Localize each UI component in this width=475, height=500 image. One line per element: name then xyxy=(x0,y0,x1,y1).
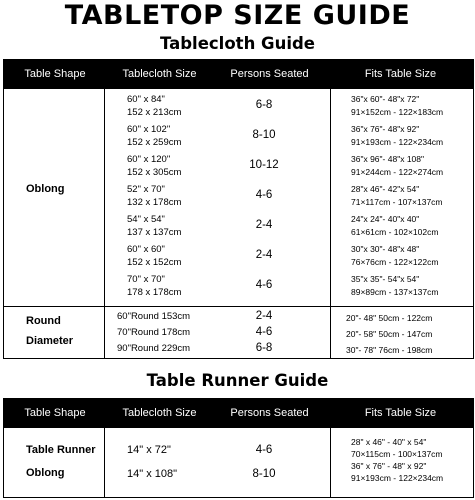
page-title: TABLETOP SIZE GUIDE xyxy=(64,0,411,31)
tablecloth-size-cm: 178 x 178cm xyxy=(127,287,182,298)
runner-header-row xyxy=(3,398,474,428)
tablecloth-size: 90"Round 229cm xyxy=(117,343,191,354)
tablecloth-size-cm: 137 x 137cm xyxy=(127,227,182,238)
runner-section-title: Table Runner Guide xyxy=(146,371,329,390)
persons-seated: 6-8 xyxy=(255,99,273,111)
tablecloth-size-cm: 152 x 213cm xyxy=(127,107,182,118)
tablecloth-size-inches: 60" x 84" xyxy=(127,94,165,105)
fits-table-size-inches: 30"x 30"- 48"x 48" xyxy=(351,244,420,254)
fits-table-size-cm: 91×193cm - 122×234cm xyxy=(351,137,444,147)
column-divider xyxy=(104,428,105,497)
fits-table-size: 20"- 48" 50cm - 122cm xyxy=(346,313,433,323)
fits-table-size: 20"- 58" 50cm - 147cm xyxy=(346,329,433,339)
tablecloth-header-row xyxy=(3,59,474,89)
tablecloth-size-cm: 152 x 152cm xyxy=(127,257,182,268)
round-shape-label: Round xyxy=(26,315,61,327)
tablecloth-size-inches: 60" x 102" xyxy=(127,124,171,135)
column-divider xyxy=(330,89,331,358)
tablecloth-size-cm: 152 x 259cm xyxy=(127,137,182,148)
fits-table-size-inches: 36"x 60"- 48"x 72" xyxy=(351,94,420,104)
fits-table-size-inches: 36" x 76" - 48" x 92" xyxy=(351,461,427,471)
column-divider xyxy=(104,89,105,358)
runner-size: 14" x 108" xyxy=(127,468,178,480)
persons-seated: 8-10 xyxy=(252,129,276,141)
header-tablecloth-size: Tablecloth Size xyxy=(122,68,197,80)
persons-seated: 2-4 xyxy=(255,249,273,261)
tablecloth-size: 70"Round 178cm xyxy=(117,327,191,338)
fits-table-size-cm: 71×117cm - 107×137cm xyxy=(351,197,443,207)
persons-seated: 4-6 xyxy=(255,444,273,456)
fits-table-size-cm: 70×115cm - 100×137cm xyxy=(351,449,443,459)
tablecloth-size-cm: 152 x 305cm xyxy=(127,167,182,178)
tablecloth-size-inches: 70" x 70" xyxy=(127,274,165,285)
tablecloth-section-title: Tablecloth Guide xyxy=(159,34,316,53)
runner-shape-label: Table Runner xyxy=(26,444,96,456)
tablecloth-size: 60"Round 153cm xyxy=(117,311,191,322)
tablecloth-size-inches: 54" x 54" xyxy=(127,214,165,225)
fits-table-size-inches: 36"x 96"- 48"x 108" xyxy=(351,154,425,164)
runner-size: 14" x 72" xyxy=(127,444,171,456)
tablecloth-size-inches: 52" x 70" xyxy=(127,184,165,195)
persons-seated: 4-6 xyxy=(255,279,273,291)
persons-seated: 6-8 xyxy=(255,342,273,354)
tablecloth-size-cm: 132 x 178cm xyxy=(127,197,182,208)
header-fits-table-size: Fits Table Size xyxy=(364,68,437,80)
header-table-shape: Table Shape xyxy=(24,407,86,419)
column-divider xyxy=(330,428,331,497)
fits-table-size-cm: 61×61cm - 102×102cm xyxy=(351,227,439,237)
persons-seated: 8-10 xyxy=(252,468,276,480)
tablecloth-size-inches: 60" x 60" xyxy=(127,244,165,255)
header-table-shape: Table Shape xyxy=(24,68,86,80)
persons-seated: 10-12 xyxy=(249,159,279,171)
tablecloth-table-body xyxy=(3,89,474,359)
fits-table-size-cm: 91×152cm - 122×183cm xyxy=(351,107,444,117)
runner-shape-label-2: Oblong xyxy=(26,467,65,479)
persons-seated: 4-6 xyxy=(255,189,273,201)
header-persons-seated: Persons Seated xyxy=(230,407,309,419)
fits-table-size-cm: 91×244cm - 122×274cm xyxy=(351,167,444,177)
round-shape-label-2: Diameter xyxy=(26,335,74,347)
header-tablecloth-size: Tablecloth Size xyxy=(122,407,197,419)
tablecloth-size-inches: 60" x 120" xyxy=(127,154,171,165)
fits-table-size-inches: 28" x 46" - 40" x 54" xyxy=(351,437,427,447)
persons-seated: 2-4 xyxy=(255,310,273,322)
fits-table-size-inches: 36"x 76"- 48"x 92" xyxy=(351,124,420,134)
fits-table-size-cm: 76×76cm - 122×122cm xyxy=(351,257,439,267)
oblong-shape-label: Oblong xyxy=(26,183,65,195)
header-persons-seated: Persons Seated xyxy=(230,68,309,80)
fits-table-size-cm: 89×89cm - 137×137cm xyxy=(351,287,439,297)
runner-table-body xyxy=(3,428,474,498)
header-fits-table-size: Fits Table Size xyxy=(364,407,437,419)
persons-seated: 4-6 xyxy=(255,326,273,338)
fits-table-size: 30"- 78" 76cm - 198cm xyxy=(346,345,433,355)
row-divider xyxy=(4,306,473,307)
fits-table-size-cm: 91×193cm - 122×234cm xyxy=(351,473,444,483)
fits-table-size-inches: 35"x 35"- 54"x 54" xyxy=(351,274,420,284)
persons-seated: 2-4 xyxy=(255,219,273,231)
fits-table-size-inches: 24"x 24"- 40"x 40" xyxy=(351,214,420,224)
fits-table-size-inches: 28"x 46"- 42"x 54" xyxy=(351,184,420,194)
